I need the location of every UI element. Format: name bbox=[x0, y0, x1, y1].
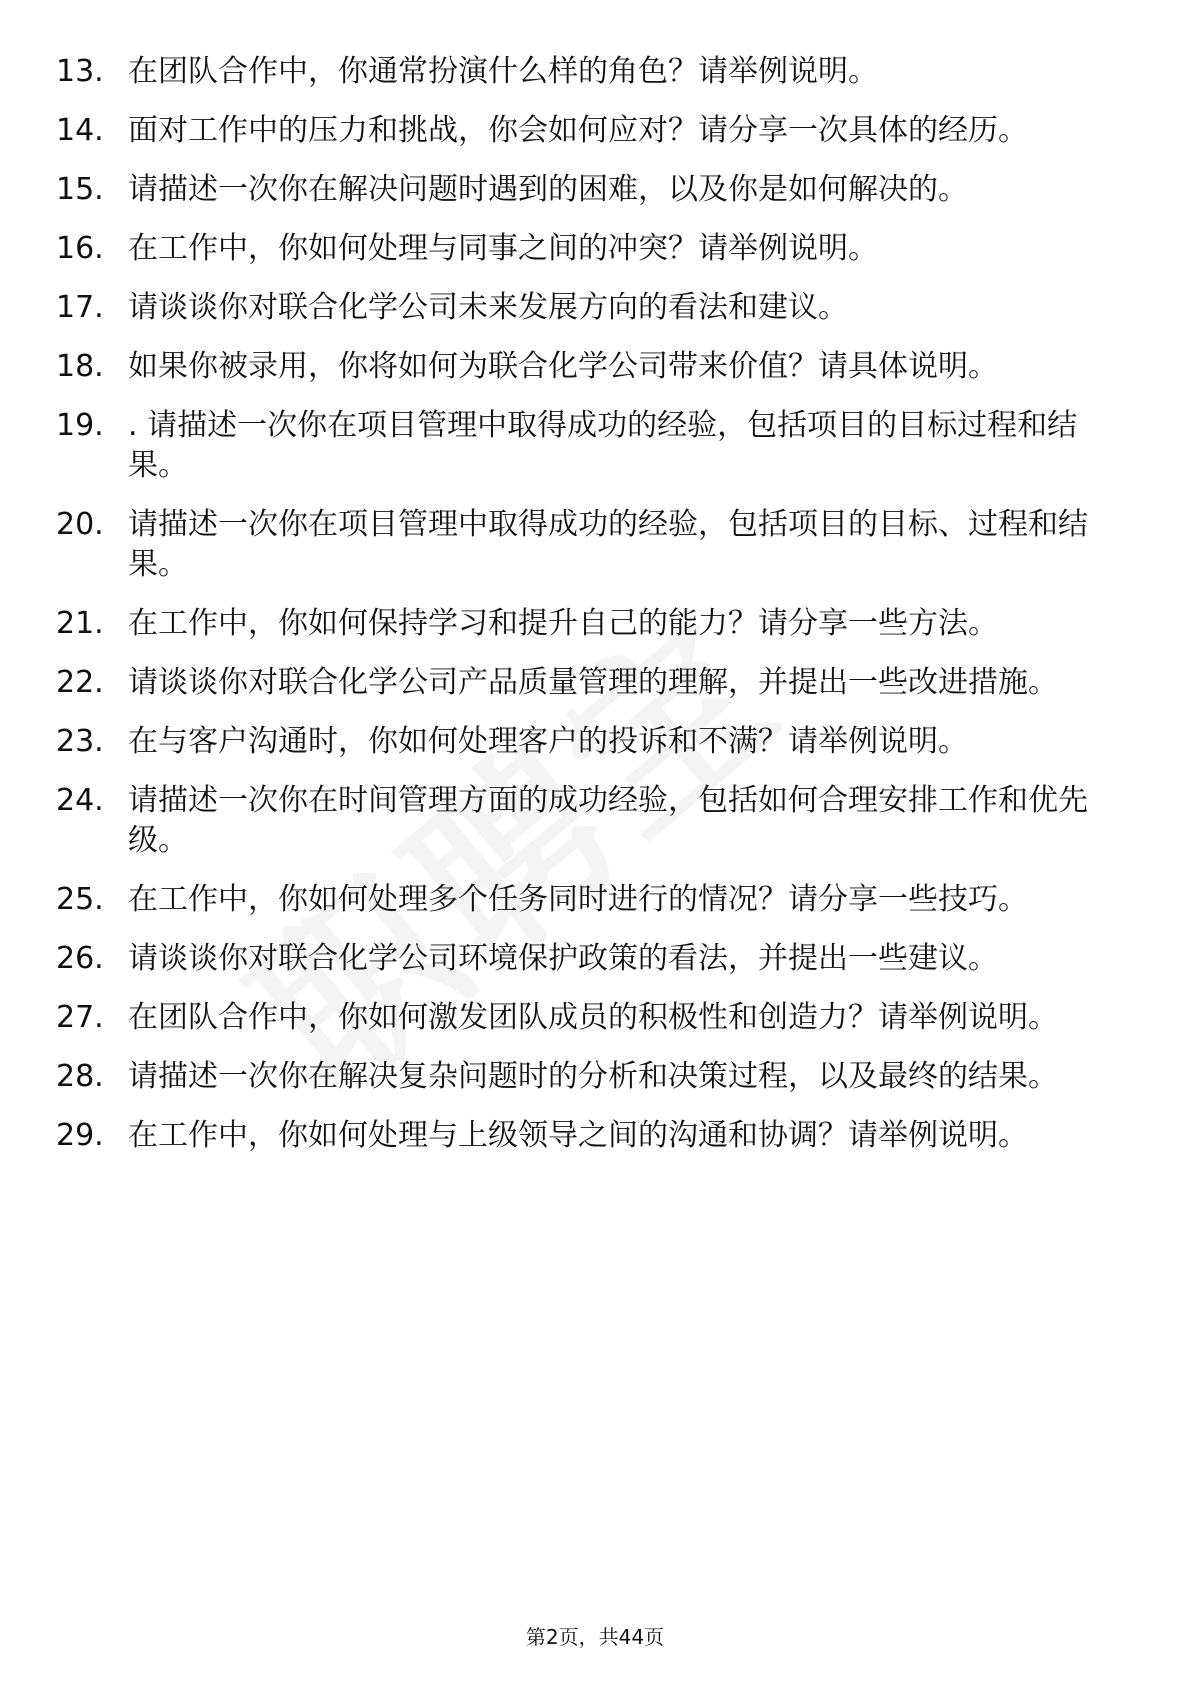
question-number: 15. bbox=[56, 172, 104, 207]
question-text: 请谈谈你对联合化学公司产品质量管理的理解，并提出一些改进措施。 bbox=[128, 665, 1058, 700]
question-item bbox=[56, 998, 1136, 1038]
question-number: 22. bbox=[56, 665, 104, 700]
question-number: 29. bbox=[56, 1118, 104, 1153]
question-text: 在工作中，你如何处理多个任务同时进行的情况？请分享一些技巧。 bbox=[128, 882, 1028, 917]
question-text: 面对工作中的压力和挑战，你会如何应对？请分享一次具体的经历。 bbox=[128, 113, 1028, 148]
question-text: 请谈谈你对联合化学公司环境保护政策的看法，并提出一些建议。 bbox=[128, 941, 998, 976]
question-number: 17. bbox=[56, 290, 104, 325]
question-item bbox=[56, 505, 1136, 585]
question-text: 在工作中，你如何保持学习和提升自己的能力？请分享一些方法。 bbox=[128, 606, 998, 641]
question-number: 18. bbox=[56, 349, 104, 384]
question-item bbox=[56, 406, 1136, 486]
question-number: 23. bbox=[56, 724, 104, 759]
question-item bbox=[56, 52, 1136, 92]
question-item bbox=[56, 1057, 1136, 1097]
question-number: 27. bbox=[56, 1000, 104, 1035]
question-text: 在团队合作中，你如何激发团队成员的积极性和创造力？请举例说明。 bbox=[128, 1000, 1058, 1035]
question-text: 请谈谈你对联合化学公司未来发展方向的看法和建议。 bbox=[128, 290, 848, 325]
question-text: . 请描述一次你在项目管理中取得成功的经验，包括项目的目标过程和结果。 bbox=[128, 408, 1078, 483]
question-text: 请描述一次你在解决复杂问题时的分析和决策过程，以及最终的结果。 bbox=[128, 1059, 1058, 1094]
question-text: 请描述一次你在解决问题时遇到的困难，以及你是如何解决的。 bbox=[128, 172, 968, 207]
question-number: 28. bbox=[56, 1059, 104, 1094]
question-item bbox=[56, 880, 1136, 920]
question-number: 13. bbox=[56, 54, 104, 89]
question-text: 请描述一次你在时间管理方面的成功经验，包括如何合理安排工作和优先级。 bbox=[128, 783, 1088, 858]
question-item bbox=[56, 288, 1136, 328]
question-item bbox=[56, 604, 1136, 644]
question-number: 26. bbox=[56, 941, 104, 976]
question-number: 25. bbox=[56, 882, 104, 917]
question-number: 19. bbox=[56, 408, 104, 443]
question-item bbox=[56, 939, 1136, 979]
question-item bbox=[56, 229, 1136, 269]
question-number: 14. bbox=[56, 113, 104, 148]
question-text: 请描述一次你在项目管理中取得成功的经验，包括项目的目标、过程和结果。 bbox=[128, 507, 1088, 582]
question-text: 在与客户沟通时，你如何处理客户的投诉和不满？请举例说明。 bbox=[128, 724, 968, 759]
question-text: 在工作中，你如何处理与同事之间的冲突？请举例说明。 bbox=[128, 231, 878, 266]
question-item bbox=[56, 722, 1136, 762]
question-item bbox=[56, 111, 1136, 151]
question-item bbox=[56, 347, 1136, 387]
question-item bbox=[56, 663, 1136, 703]
question-item bbox=[56, 781, 1136, 861]
question-number: 24. bbox=[56, 783, 104, 818]
question-number: 20. bbox=[56, 507, 104, 542]
question-text: 在工作中，你如何处理与上级领导之间的沟通和协调？请举例说明。 bbox=[128, 1118, 1028, 1153]
question-text: 在团队合作中，你通常扮演什么样的角色？请举例说明。 bbox=[128, 54, 878, 89]
question-list bbox=[56, 52, 1136, 1175]
page-footer bbox=[0, 1621, 1190, 1650]
question-item bbox=[56, 1116, 1136, 1156]
question-text: 如果你被录用，你将如何为联合化学公司带来价值？请具体说明。 bbox=[128, 349, 998, 384]
question-item bbox=[56, 170, 1136, 210]
page-number-label: 第2页，共44页 bbox=[525, 1625, 665, 1649]
question-number: 16. bbox=[56, 231, 104, 266]
question-number: 21. bbox=[56, 606, 104, 641]
